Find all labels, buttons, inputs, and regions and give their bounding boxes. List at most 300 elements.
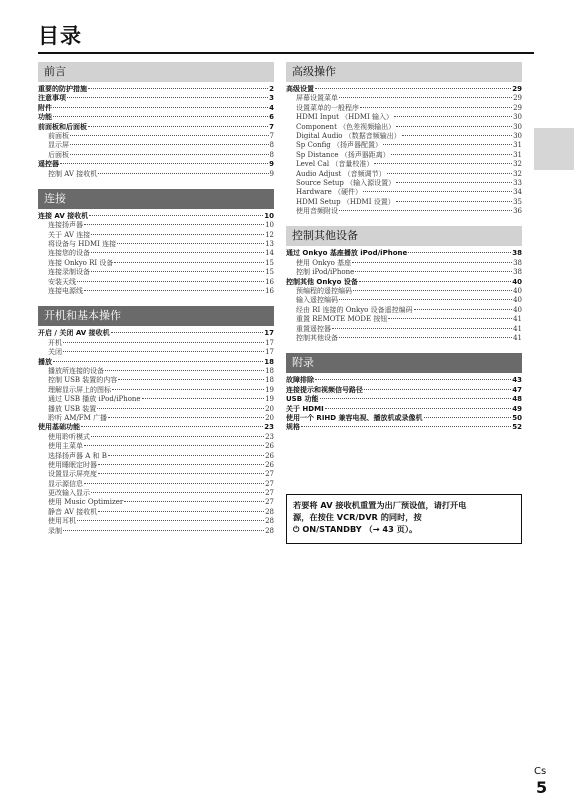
toc-entry[interactable] xyxy=(38,508,274,517)
toc-leader-dots xyxy=(117,243,264,244)
toc-entry[interactable] xyxy=(286,306,522,315)
toc-entry-label: Component （色差视频输出） xyxy=(296,122,396,131)
toc-entry[interactable] xyxy=(286,405,522,414)
toc-leader-dots xyxy=(81,426,263,427)
toc-entry-page: 10 xyxy=(265,221,274,230)
toc-entry-label: 使用音频附设 xyxy=(296,207,338,216)
toc-leader-dots xyxy=(424,417,512,418)
toc-entry-page: 38 xyxy=(513,258,522,267)
toc-entry-label: Sp Distance （扬声器距离） xyxy=(296,150,390,159)
toc-entry-label: 连接录制设备 xyxy=(48,268,90,277)
toc-leader-dots xyxy=(63,351,264,352)
toc-entry-label: 预编程的遥控编码 xyxy=(296,287,352,296)
toc-entry-page: 33 xyxy=(513,178,522,187)
toc-entry[interactable] xyxy=(38,367,274,376)
toc-entry-page: 30 xyxy=(513,131,522,140)
toc-entry[interactable] xyxy=(38,405,274,414)
toc-entry-label: 连接您的设备 xyxy=(48,249,90,258)
toc-entry-label: 通过 USB 播放 iPod/iPhone xyxy=(48,395,141,404)
toc-entry-label: 高级设置 xyxy=(286,85,314,93)
toc-entry-label: 连接提示和视频信号路径 xyxy=(286,385,363,394)
toc-entry[interactable] xyxy=(286,160,522,169)
toc-entry[interactable] xyxy=(286,104,522,113)
toc-entry[interactable] xyxy=(286,414,522,423)
toc-entry-page: 30 xyxy=(513,113,522,122)
toc-leader-dots xyxy=(70,154,269,155)
toc-leader-dots xyxy=(353,290,512,291)
toc-entry-label: 前面板 xyxy=(48,131,69,140)
toc-entry-label: 开机 xyxy=(48,338,62,347)
toc-entry-page: 41 xyxy=(513,333,522,342)
toc-entry[interactable] xyxy=(286,179,522,188)
toc-leader-dots xyxy=(320,398,512,399)
toc-entry-label: 输入遥控编码 xyxy=(296,296,338,305)
toc-entry-page: 40 xyxy=(512,277,522,286)
toc-entry-page: 27 xyxy=(265,470,274,479)
toc-entry-page: 23 xyxy=(265,432,274,441)
toc-leader-dots xyxy=(84,445,264,446)
toc-entry[interactable] xyxy=(38,231,274,240)
toc-leader-dots xyxy=(142,398,265,399)
toc-leader-dots xyxy=(88,88,268,89)
toc-leader-dots xyxy=(108,417,264,418)
toc-entry-label: Digital Audio （数据音频输出） xyxy=(296,131,401,140)
toc-entry[interactable] xyxy=(286,249,522,258)
toc-entry-page: 41 xyxy=(513,324,522,333)
toc-leader-dots xyxy=(105,370,264,371)
toc-entry-page: 28 xyxy=(265,507,274,516)
toc-entry[interactable] xyxy=(286,170,522,179)
toc-entry-page: 35 xyxy=(513,197,522,206)
toc-entry[interactable] xyxy=(286,113,522,122)
toc-leader-dots xyxy=(325,408,512,409)
toc-entry-page: 40 xyxy=(513,287,522,296)
toc-entry-page: 40 xyxy=(513,305,522,314)
toc-entry-page: 31 xyxy=(513,141,522,150)
section-header: 前言 xyxy=(38,62,274,82)
toc-entry-page: 18 xyxy=(265,376,274,385)
toc-leader-dots xyxy=(387,173,513,174)
toc-entry-label: Source Setup （输入源设置） xyxy=(296,178,396,187)
toc-entry[interactable] xyxy=(38,442,274,451)
toc-entry-page: 14 xyxy=(265,249,274,258)
toc-entry-page: 9 xyxy=(269,169,274,178)
toc-entry-label: 播放 xyxy=(38,357,52,366)
toc-entry[interactable] xyxy=(38,132,274,141)
toc-leader-dots xyxy=(360,107,512,108)
toc-leader-dots xyxy=(98,511,264,512)
toc-entry[interactable] xyxy=(38,221,274,230)
toc-entry[interactable] xyxy=(38,249,274,258)
toc-leader-dots xyxy=(91,492,264,493)
toc-entry-page: 23 xyxy=(264,423,274,432)
toc-leader-dots xyxy=(98,464,264,465)
section-header: 高级操作 xyxy=(286,62,522,82)
toc-leader-dots xyxy=(63,530,264,531)
toc-entry-label: 播放 USB 装置 xyxy=(48,404,97,413)
title-rule xyxy=(38,52,534,54)
toc-entry-label: 选择扬声器 A 和 B xyxy=(48,451,107,460)
toc-leader-dots xyxy=(363,191,512,192)
toc-entry-page: 16 xyxy=(265,277,274,286)
toc-entry[interactable] xyxy=(38,123,274,132)
toc-entry-page: 4 xyxy=(269,103,274,112)
toc-entry-label: 使用耳机 xyxy=(48,517,76,526)
toc-entry[interactable] xyxy=(286,287,522,296)
toc-leader-dots xyxy=(60,163,268,164)
toc-leader-dots xyxy=(388,318,512,319)
toc-leader-dots xyxy=(315,379,511,380)
toc-entry-label: 录制 xyxy=(48,526,62,535)
toc-entry-label: 关于 AV 连接 xyxy=(48,230,91,239)
toc-entry[interactable] xyxy=(286,188,522,197)
toc-entry-label: 通过 Onkyo 基座播放 iPod/iPhone xyxy=(286,249,408,258)
toc-entry-page: 26 xyxy=(265,451,274,460)
toc-entry-page: 18 xyxy=(265,366,274,375)
toc-entry-page: 16 xyxy=(265,287,274,296)
toc-leader-dots xyxy=(396,182,512,183)
toc-entry[interactable] xyxy=(38,358,274,367)
toc-entry-label: 重置遥控器 xyxy=(296,324,331,333)
toc-entry-page: 26 xyxy=(265,442,274,451)
toc-leader-dots xyxy=(108,455,264,456)
toc-entry-label: HDMI Setup （HDMI 设置） xyxy=(296,197,395,206)
toc-entry-label: 显示屏 xyxy=(48,141,69,150)
toc-entry-page: 52 xyxy=(512,423,522,432)
toc-entry[interactable] xyxy=(286,198,522,207)
toc-entry[interactable] xyxy=(38,170,274,179)
toc-entry-label: 重要的防护措施 xyxy=(38,85,87,93)
toc-entry-page: 41 xyxy=(513,315,522,324)
toc-leader-dots xyxy=(332,328,512,329)
reset-note-line-1: 若要将 AV 接收机重置为出厂预设值，请打开电 xyxy=(293,500,467,510)
toc-entry-label: 故障排除 xyxy=(286,376,314,385)
toc-entry-label: 前面板和后面板 xyxy=(38,122,87,131)
toc-entry[interactable] xyxy=(286,315,522,324)
toc-leader-dots xyxy=(77,520,264,521)
toc-entry-page: 47 xyxy=(512,385,522,394)
toc-entry-label: 控制 USB 装置的内容 xyxy=(48,376,118,385)
toc-entry[interactable] xyxy=(38,423,274,432)
toc-entry-page: 3 xyxy=(269,94,274,103)
toc-entry-page: 38 xyxy=(513,268,522,277)
toc-entry[interactable] xyxy=(38,212,274,221)
toc-leader-dots xyxy=(91,234,264,235)
toc-entry-page: 7 xyxy=(269,122,274,131)
toc-entry-label: USB 功能 xyxy=(286,395,319,404)
toc-entry-page: 29 xyxy=(512,85,522,93)
section-header: 附录 xyxy=(286,353,522,373)
toc-entry-page: 17 xyxy=(265,348,274,357)
toc-leader-dots xyxy=(77,281,264,282)
toc-entry-page: 38 xyxy=(512,249,522,258)
toc-entry-label: 控制 iPod/iPhone xyxy=(296,268,355,277)
toc-entry-label: 播放所连接的设备 xyxy=(48,366,104,375)
section-gap xyxy=(38,296,274,306)
toc-leader-dots xyxy=(98,173,268,174)
toc-entry[interactable] xyxy=(38,104,274,113)
toc-entry[interactable] xyxy=(286,278,522,287)
toc-entry-page: 29 xyxy=(513,103,522,112)
toc-leader-dots xyxy=(98,473,264,474)
toc-leader-dots xyxy=(67,97,268,98)
toc-entry-label: Hardware （硬件） xyxy=(296,188,362,197)
toc-entry-page: 10 xyxy=(264,211,274,220)
toc-entry-page: 6 xyxy=(269,113,274,122)
toc-leader-dots xyxy=(111,332,264,333)
section-header: 开机和基本操作 xyxy=(38,306,274,326)
toc-entry[interactable] xyxy=(38,395,274,404)
toc-entry-label: 附件 xyxy=(38,103,52,112)
toc-entry-page: 19 xyxy=(265,395,274,404)
toc-leader-dots xyxy=(53,116,268,117)
toc-entry[interactable] xyxy=(286,386,522,395)
toc-entry-label: 使用 Music Optimizer xyxy=(48,498,124,507)
toc-entry[interactable] xyxy=(38,329,274,338)
toc-entry-label: 控制其他 Onkyo 设备 xyxy=(286,277,358,286)
toc-entry[interactable] xyxy=(38,527,274,536)
toc-entry-page: 34 xyxy=(513,188,522,197)
toc-leader-dots xyxy=(364,389,511,390)
toc-leader-dots xyxy=(339,337,512,338)
toc-entry[interactable] xyxy=(286,259,522,268)
toc-entry[interactable] xyxy=(38,268,274,277)
toc-leader-dots xyxy=(396,201,512,202)
toc-entry-label: 后面板 xyxy=(48,150,69,159)
toc-right-column xyxy=(286,62,522,433)
toc-entry[interactable] xyxy=(286,94,522,103)
toc-entry[interactable] xyxy=(286,268,522,277)
toc-entry-label: 功能 xyxy=(38,113,52,122)
toc-leader-dots xyxy=(355,271,512,272)
toc-entry-page: 27 xyxy=(265,479,274,488)
toc-leader-dots xyxy=(112,389,264,390)
toc-entry-page: 49 xyxy=(512,404,522,413)
toc-entry-page: 28 xyxy=(265,526,274,535)
toc-entry-page: 26 xyxy=(265,460,274,469)
toc-entry-label: 连接 AV 接收机 xyxy=(38,211,89,220)
toc-entry-page: 48 xyxy=(512,395,522,404)
toc-leader-dots xyxy=(301,426,511,427)
toc-entry[interactable] xyxy=(38,498,274,507)
toc-entry-label: 开启 / 关闭 AV 接收机 xyxy=(38,329,110,338)
toc-leader-dots xyxy=(402,135,512,136)
toc-entry-label: 连接 Onkyo RI 设备 xyxy=(48,258,114,267)
toc-entry[interactable] xyxy=(38,461,274,470)
toc-leader-dots xyxy=(91,436,264,437)
toc-entry[interactable] xyxy=(38,480,274,489)
section-gap xyxy=(286,216,522,226)
toc-entry-label: 规格 xyxy=(286,423,300,432)
toc-entry-page: 36 xyxy=(513,207,522,216)
toc-entry[interactable] xyxy=(286,123,522,132)
toc-leader-dots xyxy=(408,252,511,253)
toc-entry[interactable] xyxy=(38,259,274,268)
toc-entry-page: 43 xyxy=(512,376,522,385)
toc-entry[interactable] xyxy=(38,287,274,296)
toc-entry[interactable] xyxy=(38,278,274,287)
toc-entry[interactable] xyxy=(38,339,274,348)
page-number: 5 xyxy=(536,778,548,797)
toc-entry-label: 将设备与 HDMI 连接 xyxy=(48,240,117,249)
toc-entry-label: 连接扬声器 xyxy=(48,221,83,230)
toc-entry[interactable] xyxy=(38,160,274,169)
toc-entry[interactable] xyxy=(286,207,522,216)
toc-entry-page: 28 xyxy=(265,517,274,526)
toc-entry[interactable] xyxy=(38,94,274,103)
toc-entry-label: 使用聆听模式 xyxy=(48,432,90,441)
toc-entry-page: 2 xyxy=(269,85,274,93)
toc-entry[interactable] xyxy=(286,132,522,141)
reset-note-line-3: ⏻ ON/STANDBY （→ 43 页）。 xyxy=(293,524,418,534)
toc-leader-dots xyxy=(118,379,264,380)
toc-entry-label: 使用基础功能 xyxy=(38,423,80,432)
toc-entry-label: 重置 REMOTE MODE 按钮 xyxy=(296,315,388,324)
toc-leader-dots xyxy=(53,107,268,108)
toc-entry-page: 19 xyxy=(265,385,274,394)
toc-leader-dots xyxy=(70,135,269,136)
toc-leader-dots xyxy=(124,501,264,502)
toc-entry-page: 8 xyxy=(269,141,274,150)
toc-leader-dots xyxy=(414,309,512,310)
toc-leader-dots xyxy=(339,299,512,300)
toc-leader-dots xyxy=(97,408,264,409)
toc-entry[interactable] xyxy=(286,325,522,334)
toc-entry[interactable] xyxy=(286,423,522,432)
toc-entry-page: 17 xyxy=(264,329,274,338)
toc-leader-dots xyxy=(89,215,263,216)
toc-leader-dots xyxy=(70,144,269,145)
section-header: 连接 xyxy=(38,189,274,209)
toc-leader-dots xyxy=(383,144,512,145)
toc-entry-page: 12 xyxy=(265,230,274,239)
toc-entry-label: 更改输入显示 xyxy=(48,489,90,498)
toc-leader-dots xyxy=(53,361,263,362)
toc-leader-dots xyxy=(84,483,264,484)
toc-leader-dots xyxy=(352,262,512,263)
toc-entry-label: 设置显示屏亮度 xyxy=(48,470,97,479)
toc-entry-label: 静音 AV 接收机 xyxy=(48,507,98,516)
toc-leader-dots xyxy=(339,210,512,211)
toc-entry-label: 经由 RI 连接的 Onkyo 设备遥控编码 xyxy=(296,305,413,314)
toc-entry-page: 7 xyxy=(269,131,274,140)
toc-leader-dots xyxy=(339,97,512,98)
toc-entry[interactable] xyxy=(286,334,522,343)
section-gap xyxy=(286,343,522,353)
toc-entry[interactable] xyxy=(38,151,274,160)
page-title: 目录 xyxy=(38,24,82,48)
toc-entry[interactable] xyxy=(38,433,274,442)
toc-entry-page: 20 xyxy=(265,404,274,413)
toc-entry[interactable] xyxy=(38,113,274,122)
toc-entry-label: 关闭 xyxy=(48,348,62,357)
toc-entry-label: 使用主菜单 xyxy=(48,442,83,451)
toc-entry-page: 31 xyxy=(513,150,522,159)
toc-entry-page: 18 xyxy=(264,357,274,366)
toc-leader-dots xyxy=(359,281,511,282)
toc-leader-dots xyxy=(396,126,512,127)
toc-leader-dots xyxy=(88,126,268,127)
reset-note-box xyxy=(286,494,522,544)
section-header: 控制其他设备 xyxy=(286,226,522,246)
toc-entry-label: 关于 HDMI xyxy=(286,404,324,413)
toc-entry-page: 29 xyxy=(513,94,522,103)
toc-entry[interactable] xyxy=(38,348,274,357)
toc-entry[interactable] xyxy=(38,517,274,526)
toc-entry[interactable] xyxy=(38,414,274,423)
toc-leader-dots xyxy=(91,271,264,272)
toc-entry-page: 32 xyxy=(513,160,522,169)
toc-entry[interactable] xyxy=(38,85,274,94)
toc-entry-label: 遥控器 xyxy=(38,160,59,169)
toc-leader-dots xyxy=(394,116,512,117)
toc-leader-dots xyxy=(84,290,264,291)
toc-entry[interactable] xyxy=(286,296,522,305)
toc-entry-label: 理解显示屏上的图标 xyxy=(48,385,111,394)
reset-note-line-2: 源，在按住 VCR/DVR 的同时，按 xyxy=(293,512,422,522)
toc-entry-page: 30 xyxy=(513,122,522,131)
toc-entry-label: 使用睡眠定时器 xyxy=(48,460,97,469)
toc-entry[interactable] xyxy=(38,470,274,479)
toc-leader-dots xyxy=(391,154,512,155)
toc-entry-label: 安装天线 xyxy=(48,277,76,286)
toc-entry[interactable] xyxy=(38,452,274,461)
toc-entry-page: 50 xyxy=(512,413,522,422)
toc-entry-label: 使用一个 RIHD 兼容电视、播放机或录像机 xyxy=(286,413,423,422)
toc-entry-page: 13 xyxy=(265,240,274,249)
toc-entry[interactable] xyxy=(286,376,522,385)
toc-entry-page: 9 xyxy=(269,160,274,169)
toc-leader-dots xyxy=(374,163,512,164)
toc-leader-dots xyxy=(91,252,264,253)
toc-entry-label: 控制其他设备 xyxy=(296,333,338,342)
toc-entry-page: 27 xyxy=(265,489,274,498)
toc-entry-page: 15 xyxy=(265,268,274,277)
toc-entry[interactable] xyxy=(38,376,274,385)
toc-entry-label: Sp Config （扬声器配置） xyxy=(296,141,382,150)
toc-entry[interactable] xyxy=(286,141,522,150)
toc-leader-dots xyxy=(84,224,264,225)
toc-entry-label: 连接电源线 xyxy=(48,287,83,296)
toc-entry-label: HDMI Input （HDMI 输入） xyxy=(296,113,394,122)
toc-entry[interactable] xyxy=(286,395,522,404)
toc-entry[interactable] xyxy=(286,151,522,160)
toc-entry-label: 使用 Onkyo 基座 xyxy=(296,258,352,267)
toc-entry[interactable] xyxy=(38,386,274,395)
toc-entry-page: 15 xyxy=(265,258,274,267)
side-tab-marker xyxy=(534,128,574,170)
toc-entry-label: 屏幕设置菜单 xyxy=(296,94,338,103)
toc-entry-page: 8 xyxy=(269,150,274,159)
toc-entry-page: 20 xyxy=(265,413,274,422)
toc-entry[interactable] xyxy=(286,85,522,94)
toc-entry[interactable] xyxy=(38,141,274,150)
language-code: Cs xyxy=(534,766,547,777)
toc-entry-page: 27 xyxy=(265,498,274,507)
toc-entry-label: 显示源信息 xyxy=(48,479,83,488)
section-gap xyxy=(38,179,274,189)
toc-entry-page: 17 xyxy=(265,338,274,347)
toc-leader-dots xyxy=(114,262,264,263)
toc-leader-dots xyxy=(63,342,264,343)
toc-entry-page: 32 xyxy=(513,169,522,178)
toc-entry-label: 设置菜单的一般程序 xyxy=(296,103,359,112)
toc-entry-label: Audio Adjust （音频调节） xyxy=(296,169,386,178)
toc-entry-page: 40 xyxy=(513,296,522,305)
toc-leader-dots xyxy=(315,88,511,89)
toc-entry-label: 注意事项 xyxy=(38,94,66,103)
toc-entry-label: Level Cal （音量校准） xyxy=(296,160,374,169)
